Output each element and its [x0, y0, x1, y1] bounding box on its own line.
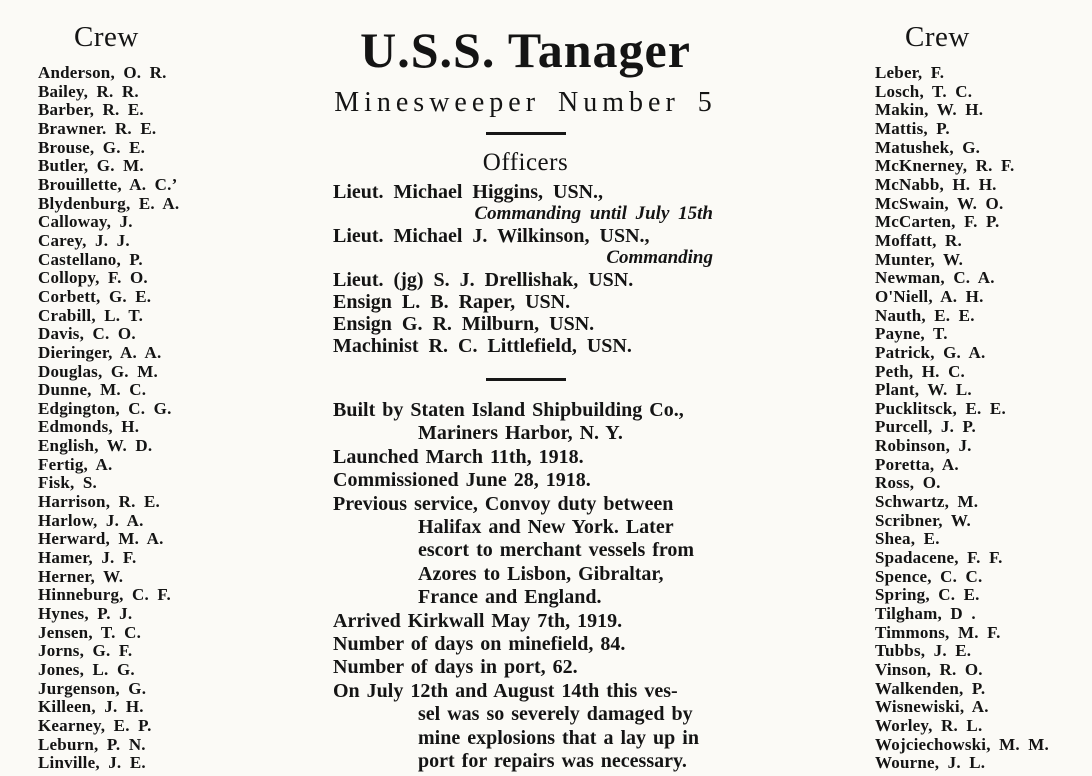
ship-history-line: port for repairs was necessary.: [418, 750, 687, 773]
crew-name: Jurgenson, G.: [38, 678, 147, 698]
page-title: U.S.S. Tanager: [360, 22, 691, 78]
crew-name: Barber, R. E.: [38, 100, 144, 120]
crew-name: Spadacene, F. F.: [875, 548, 1003, 568]
crew-name: Patrick, G. A.: [875, 342, 986, 362]
ship-history: [333, 399, 718, 774]
crew-name: Wojciechowski, M. M.: [875, 734, 1049, 754]
crew-name: Dieringer, A. A.: [38, 342, 162, 362]
crew-name: Harrison, R. E.: [38, 492, 160, 512]
crew-name: Davis, C. O.: [38, 324, 136, 344]
officers-heading: Officers: [482, 149, 569, 176]
ship-history-line: Halifax and New York. Later: [418, 516, 674, 539]
crew-column-right: [875, 22, 1075, 773]
ship-history-line: Previous service, Convoy duty between: [333, 492, 674, 515]
crew-name: Pucklitsck, E. E.: [875, 398, 1006, 418]
crew-name: McCarten, F. P.: [875, 212, 1000, 232]
crew-name: Leburn, P. N.: [38, 734, 146, 754]
crew-name: Spence, C. C.: [875, 566, 983, 586]
crew-name: Peth, H. C.: [875, 361, 965, 381]
crew-name: Fertig, A.: [38, 454, 113, 474]
crew-name: McSwain, W. O.: [875, 193, 1004, 213]
crew-name: Hamer, J. F.: [38, 548, 137, 568]
crew-name: Leber, F.: [875, 63, 945, 82]
crew-list-left: [38, 64, 258, 773]
ship-history-line: Built by Staten Island Shipbuilding Co.,: [333, 399, 684, 421]
crew-name: McKnerney, R. F.: [875, 156, 1015, 176]
officer-entry: [333, 225, 718, 269]
crew-name: Spring, C. E.: [875, 585, 980, 605]
officer-name-line: Lieut. (jg) S. J. Drellishak, USN.: [333, 269, 634, 291]
ship-history-line: Azores to Lisbon, Gibraltar,: [418, 562, 664, 585]
crew-name: Munter, W.: [875, 249, 964, 269]
crew-name: Matushek, G.: [875, 137, 981, 157]
crew-name: Jensen, T. C.: [38, 622, 142, 642]
ship-history-line: On July 12th and August 14th this ves-: [333, 679, 678, 702]
crew-name: O'Niell, A. H.: [875, 286, 984, 306]
crew-name: Butler, G. M.: [38, 156, 144, 176]
ship-history-line: Commissioned June 28, 1918.: [333, 469, 591, 492]
officer-name-line: Ensign L. B. Raper, USN.: [333, 291, 571, 313]
crew-name: Losch, T. C.: [875, 81, 973, 101]
officer-entry: [333, 313, 718, 335]
crew-name: Mattis, P.: [875, 118, 950, 138]
crew-name: Moffatt, R.: [875, 230, 962, 250]
crew-name: Edmonds, H.: [38, 417, 140, 437]
crew-name: Hinneburg, C. F.: [38, 585, 171, 605]
officers-list: [333, 181, 718, 357]
officer-command-note: Commanding until July 15th: [474, 203, 713, 224]
crew-name: Herner, W.: [38, 566, 124, 586]
crew-name: Collopy, F. O.: [38, 268, 148, 288]
ship-history-line: France and England.: [418, 586, 602, 609]
crew-name: Purcell, J. P.: [875, 417, 976, 437]
crew-name: Shea, E.: [875, 529, 940, 549]
crew-name: Walkenden, P.: [875, 678, 986, 698]
ship-history-line: escort to merchant vessels from: [418, 539, 695, 562]
officer-entry: [333, 269, 718, 291]
officer-name-line: Machinist R. C. Littlefield, USN.: [333, 335, 632, 357]
crew-name: Makin, W. H.: [875, 100, 984, 120]
section-divider-middle: [486, 378, 566, 381]
crew-name: Douglas, G. M.: [38, 361, 158, 381]
crew-name: Robinson, J.: [875, 436, 972, 456]
crew-name: Poretta, A.: [875, 454, 959, 474]
crew-name: Worley, R. L.: [875, 715, 983, 735]
crew-name: Vinson, R. O.: [875, 660, 983, 679]
page-subtitle: Minesweeper Number 5: [334, 87, 717, 118]
crew-name: Crabill, L. T.: [38, 305, 144, 325]
officer-entry: [333, 181, 718, 225]
crew-name: Scribner, W.: [875, 510, 971, 530]
officer-command-note: Commanding: [606, 247, 713, 268]
crew-name: Ross, O.: [875, 473, 941, 493]
crew-name: Dunne, M. C.: [38, 380, 147, 400]
crew-name: Castellano, P.: [38, 249, 143, 269]
crew-name: Wisnewiski, A.: [875, 697, 989, 717]
ship-history-line: Number of days on minefield, 84.: [333, 633, 626, 656]
crew-name: Tilgham, D .: [875, 604, 976, 624]
crew-name: Bailey, R. R.: [38, 81, 139, 101]
crew-list-right: [875, 64, 1075, 773]
crew-name: Brouillette, A. C.’: [38, 174, 178, 194]
crew-name: Anderson, O. R.: [38, 63, 167, 82]
crew-name: Brawner. R. E.: [38, 118, 157, 138]
ship-history-line: mine explosions that a lay up in: [418, 726, 699, 749]
ship-history-line: Number of days in port, 62.: [333, 656, 578, 679]
crew-name: Schwartz, M.: [875, 492, 979, 512]
crew-name: McNabb, H. H.: [875, 174, 997, 194]
crew-name: Nauth, E. E.: [875, 305, 975, 325]
crew-name: Fisk, S.: [38, 473, 97, 493]
officer-entry: [333, 291, 718, 313]
section-divider-top: [486, 132, 566, 135]
crew-name: Carey, J. J.: [38, 230, 130, 250]
crew-name: Timmons, M. F.: [875, 622, 1001, 642]
crew-name: Herward, M. A.: [38, 529, 164, 549]
crew-name: Calloway, J.: [38, 212, 133, 232]
officer-name-line: Lieut. Michael J. Wilkinson, USN.,: [333, 225, 650, 247]
crew-name: Tubbs, J. E.: [875, 641, 972, 661]
crew-name: Harlow, J. A.: [38, 510, 144, 530]
officer-entry: [333, 335, 718, 357]
crew-name: Edgington, C. G.: [38, 398, 172, 418]
crew-name: Corbett, G. E.: [38, 286, 152, 306]
ship-history-line: Mariners Harbor, N. Y.: [418, 422, 623, 445]
crew-name: Hynes, P. J.: [38, 604, 133, 624]
crew-name: Payne, T.: [875, 324, 948, 344]
crew-column-left: [38, 22, 258, 773]
crew-name: Blydenburg, E. A.: [38, 193, 180, 213]
crew-name: Linville, J. E.: [38, 753, 146, 773]
ship-history-line: Launched March 11th, 1918.: [333, 445, 584, 468]
officer-name-line: Ensign G. R. Milburn, USN.: [333, 313, 595, 335]
crew-name: Newman, C. A.: [875, 268, 995, 288]
ship-history-line: Arrived Kirkwall May 7th, 1919.: [333, 609, 623, 632]
crew-name: Kearney, E. P.: [38, 715, 152, 735]
crew-name: Brouse, G. E.: [38, 137, 146, 157]
crew-heading-left: Crew: [74, 21, 139, 53]
center-column: [333, 22, 718, 774]
crew-heading-right: Crew: [905, 21, 970, 53]
crew-name: Plant, W. L.: [875, 380, 972, 400]
crew-name: Killeen, J. H.: [38, 697, 144, 717]
crew-name: Jorns, G. F.: [38, 641, 133, 661]
ship-history-line: sel was so severely damaged by: [418, 703, 693, 726]
crew-name: Wourne, J. L.: [875, 753, 986, 773]
crew-name: Jones, L. G.: [38, 660, 135, 679]
crew-name: English, W. D.: [38, 436, 153, 456]
officer-name-line: Lieut. Michael Higgins, USN.,: [333, 181, 604, 203]
